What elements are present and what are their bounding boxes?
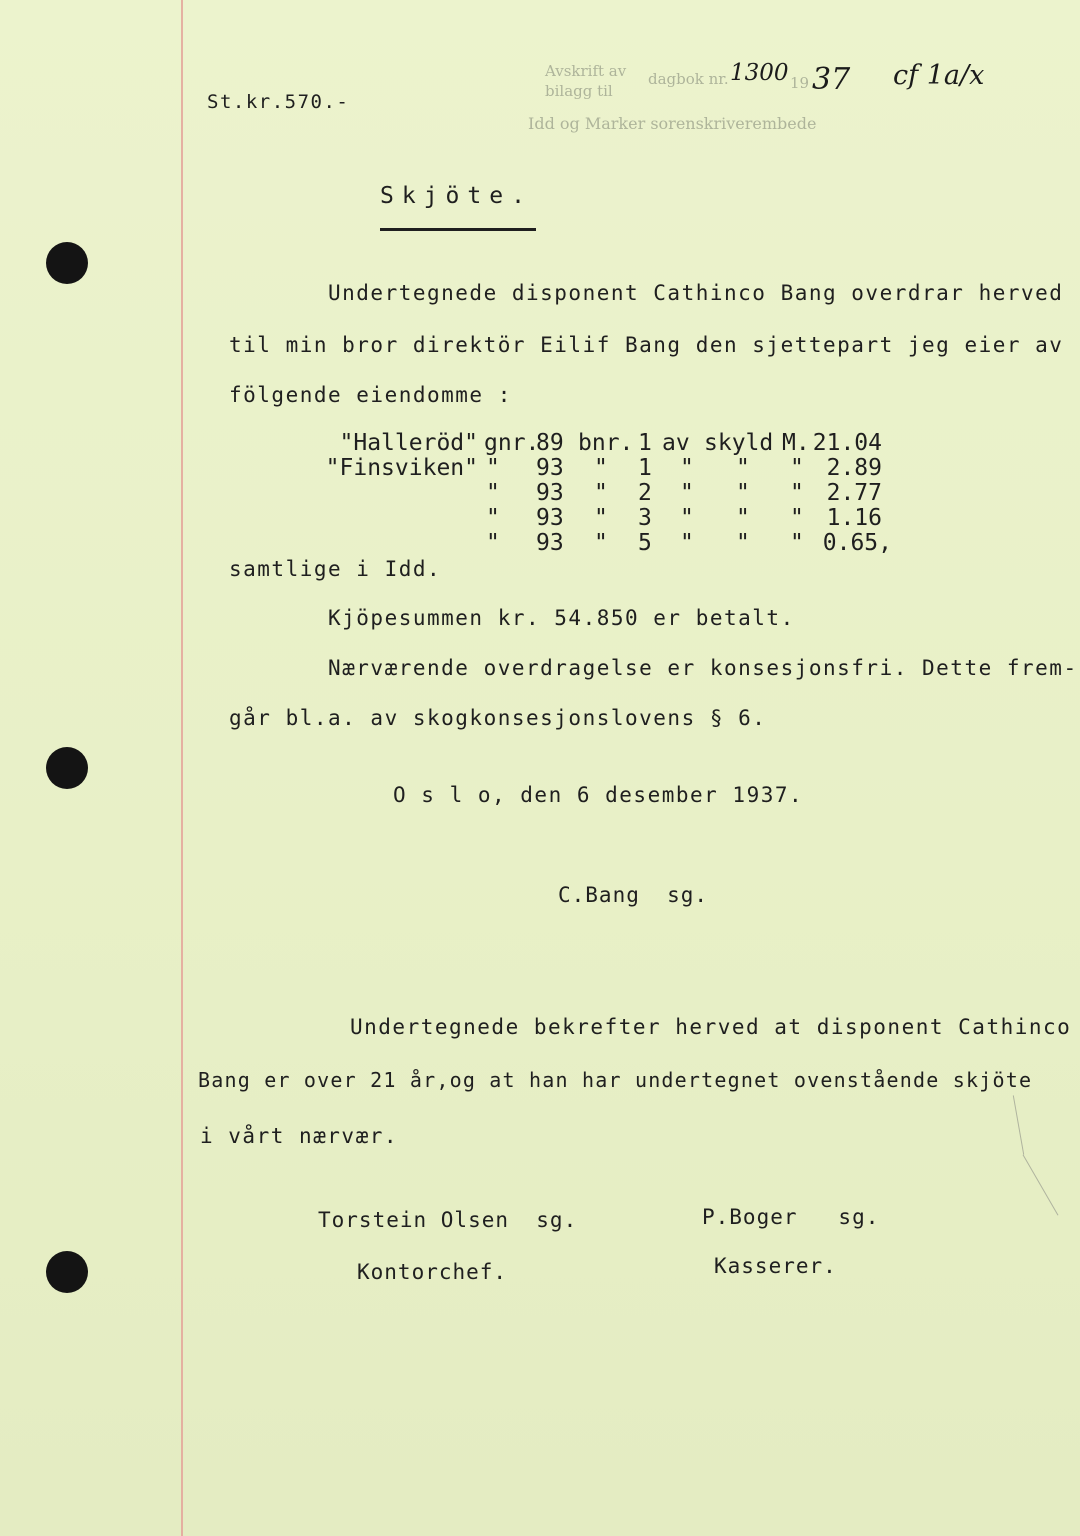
skyld-value: 1.16 (826, 505, 882, 531)
property-name: "Finsviken" (325, 455, 478, 481)
skyld-value: 21.04 (812, 430, 882, 456)
gnr-value: 93 (536, 530, 564, 556)
mark-ditto: " (790, 455, 804, 481)
document-title: Skjöte. (380, 183, 533, 209)
handwritten-initials: cf 1a/x (893, 60, 985, 91)
skyld-value: 0.65, (822, 530, 892, 556)
skyld-ditto: " (736, 505, 750, 531)
bnr-ditto: " (594, 480, 608, 506)
concession-line-1: Nærværende overdragelse er konsesjonsfri. Dette frem- (328, 656, 1078, 680)
gnr-value: 89 (536, 430, 564, 456)
location-line: samtlige i Idd. (229, 557, 442, 581)
intro-line-1: Undertegnede disponent Cathinco Bang overdrar herved (328, 281, 1064, 305)
place-date: O s l o, den 6 desember 1937. (393, 783, 804, 807)
case-reference: St.kr.570.- (207, 91, 350, 113)
price-line: Kjöpesummen kr. 54.850 er betalt. (328, 606, 795, 630)
skyld-ditto: " (736, 480, 750, 506)
witness-2-title: Kasserer. (714, 1254, 837, 1278)
handwritten-number: 1300 (730, 60, 789, 86)
witness-1-name: Torstein Olsen sg. (318, 1208, 578, 1232)
punch-hole-top (46, 242, 88, 284)
title-underline (380, 228, 536, 231)
witness-1-title: Kontorchef. (357, 1260, 508, 1284)
mark-ditto: " (790, 480, 804, 506)
punch-hole-middle (46, 747, 88, 789)
bnr-ditto: " (594, 455, 608, 481)
margin-line (181, 0, 183, 1536)
stamp-line-5: Idd og Marker sorenskriverembede (528, 114, 817, 133)
punch-hole-bottom (46, 1251, 88, 1293)
stamp-line-4: 19 (790, 74, 810, 92)
skyld-ditto: " (736, 530, 750, 556)
stamp-line-2: bilagg til (545, 82, 613, 100)
mark-ditto: " (790, 530, 804, 556)
edge-mark (1013, 1095, 1024, 1154)
skyld-value: 2.89 (826, 455, 882, 481)
seller-signature: C.Bang sg. (558, 883, 709, 907)
confirmation-line-2: Bang er over 21 år,og at han har undertegnet ovenstående skjöte (198, 1068, 1033, 1092)
bnr-value: 2 (638, 480, 652, 506)
witness-2-name: P.Boger sg. (702, 1205, 880, 1229)
gnr-value: 93 (536, 505, 564, 531)
bnr-value: 5 (638, 530, 652, 556)
skyld-word: skyld (704, 430, 774, 456)
skyld-ditto: " (736, 455, 750, 481)
av-ditto: " (680, 505, 694, 531)
bnr-ditto: " (594, 530, 608, 556)
confirmation-line-1: Undertegnede bekrefter herved at disponent Cathinco (350, 1015, 1072, 1039)
bnr-ditto: " (594, 505, 608, 531)
stamp-line-3: dagbok nr. (648, 70, 729, 88)
handwritten-year: 37 (812, 62, 851, 97)
bnr-value: 1 (638, 455, 652, 481)
av-word: av (662, 430, 690, 456)
edge-mark (1023, 1154, 1059, 1215)
gnr-value: 93 (536, 480, 564, 506)
av-ditto: " (680, 455, 694, 481)
confirmation-line-3: i vårt nærvær. (200, 1124, 399, 1148)
property-name: "Halleröd" (339, 430, 478, 456)
av-ditto: " (680, 480, 694, 506)
gnr-ditto: " (486, 455, 500, 481)
stamp-line-1: Avskrift av (545, 62, 627, 80)
intro-line-2: til min bror direktör Eilif Bang den sjettepart jeg eier av (229, 333, 1064, 357)
gnr-label: gnr. (484, 430, 540, 456)
bnr-value: 3 (638, 505, 652, 531)
mark-label: M. (782, 430, 810, 456)
intro-line-3: fölgende eiendomme : (229, 383, 512, 407)
gnr-ditto: " (486, 530, 500, 556)
concession-line-2: går bl.a. av skogkonsesjonslovens § 6. (229, 706, 767, 730)
bnr-label: bnr. (578, 430, 634, 456)
mark-ditto: " (790, 505, 804, 531)
gnr-ditto: " (486, 480, 500, 506)
av-ditto: " (680, 530, 694, 556)
gnr-value: 93 (536, 455, 564, 481)
skyld-value: 2.77 (826, 480, 882, 506)
gnr-ditto: " (486, 505, 500, 531)
bnr-value: 1 (638, 430, 652, 456)
